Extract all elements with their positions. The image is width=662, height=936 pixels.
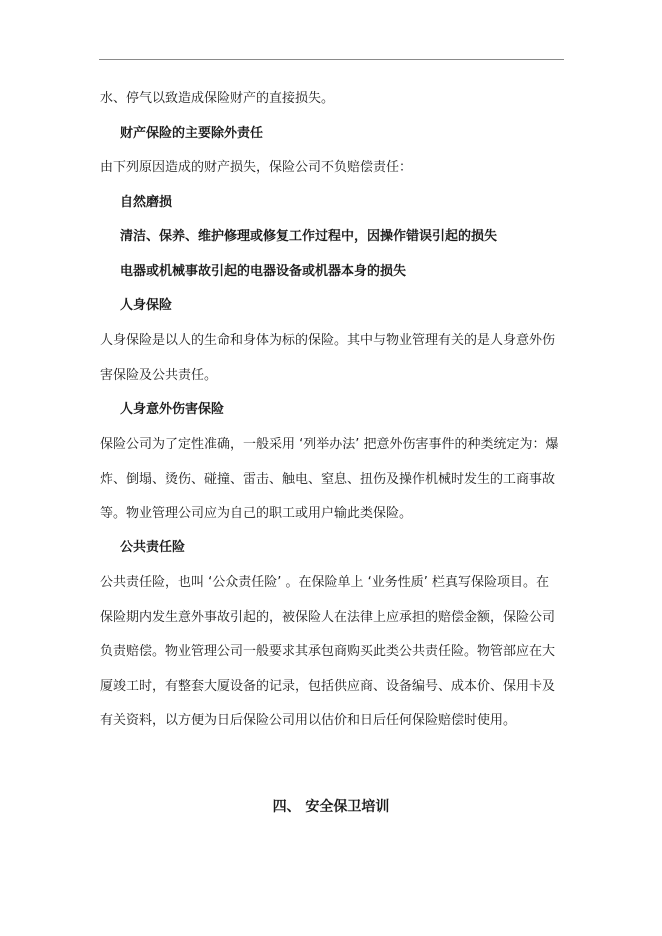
- text-exclusions-intro: 由下列原因造成的财产损失，保险公司不负赔偿责任：: [100, 160, 413, 175]
- header-rule: [99, 59, 564, 60]
- heading-public-liability: 公共责任险: [120, 540, 186, 555]
- heading-property-exclusions: 财产保险的主要除外责任: [120, 126, 264, 141]
- text-line-continuation: 水、停气以致造成保险财产的直接损失。: [100, 91, 335, 106]
- heading-life-insurance: 人身保险: [120, 298, 173, 313]
- exclusion-item-2: 清洁、保养、维护修理或修复工作过程中，因操作错误引起的损失: [120, 229, 498, 244]
- exclusion-item-1: 自然磨损: [120, 195, 173, 210]
- heading-accident-insurance: 人身意外伤害保险: [120, 402, 225, 417]
- exclusion-item-3: 电器或机械事故引起的电器设备或机器本身的损失: [120, 264, 407, 279]
- section-title-security-training: 四、 安全保卫培训: [272, 799, 390, 815]
- paragraph-public-liability: 公共责任险，也叫 ‘公众责任险’ 。在保险单上 ‘业务性质’ 栏真写保险项目。在保险期内发生意外事故引起的，被保险人在法律上应承担的赔偿金额，保险公司负责赔偿。物业管理公司一般要求其承包商购买此类公共责任险。物管部应在大厦竣工时，有整套大厦设备的记录，包括供应商、设备编号、成本价、保用卡及有关资料，以方便为日后保险公司用以估价和日后任何保险赔偿时使用。: [100, 575, 556, 728]
- paragraph-accident-insurance: 保险公司为了定性准确，一般采用 ‘列举办法’ 把意外伤害事件的种类统定为：爆炸、倒塌、烫伤、碰撞、雷击、触电、窒息、扭伤及操作机械时发生的工商事故等。物业管理公司应为自己的职工或用户输此类保险。: [100, 437, 559, 521]
- paragraph-life-insurance: 人身保险是以人的生命和身体为标的保险。其中与物业管理有关的是人身意外伤害保险及公共责任。: [100, 333, 556, 383]
